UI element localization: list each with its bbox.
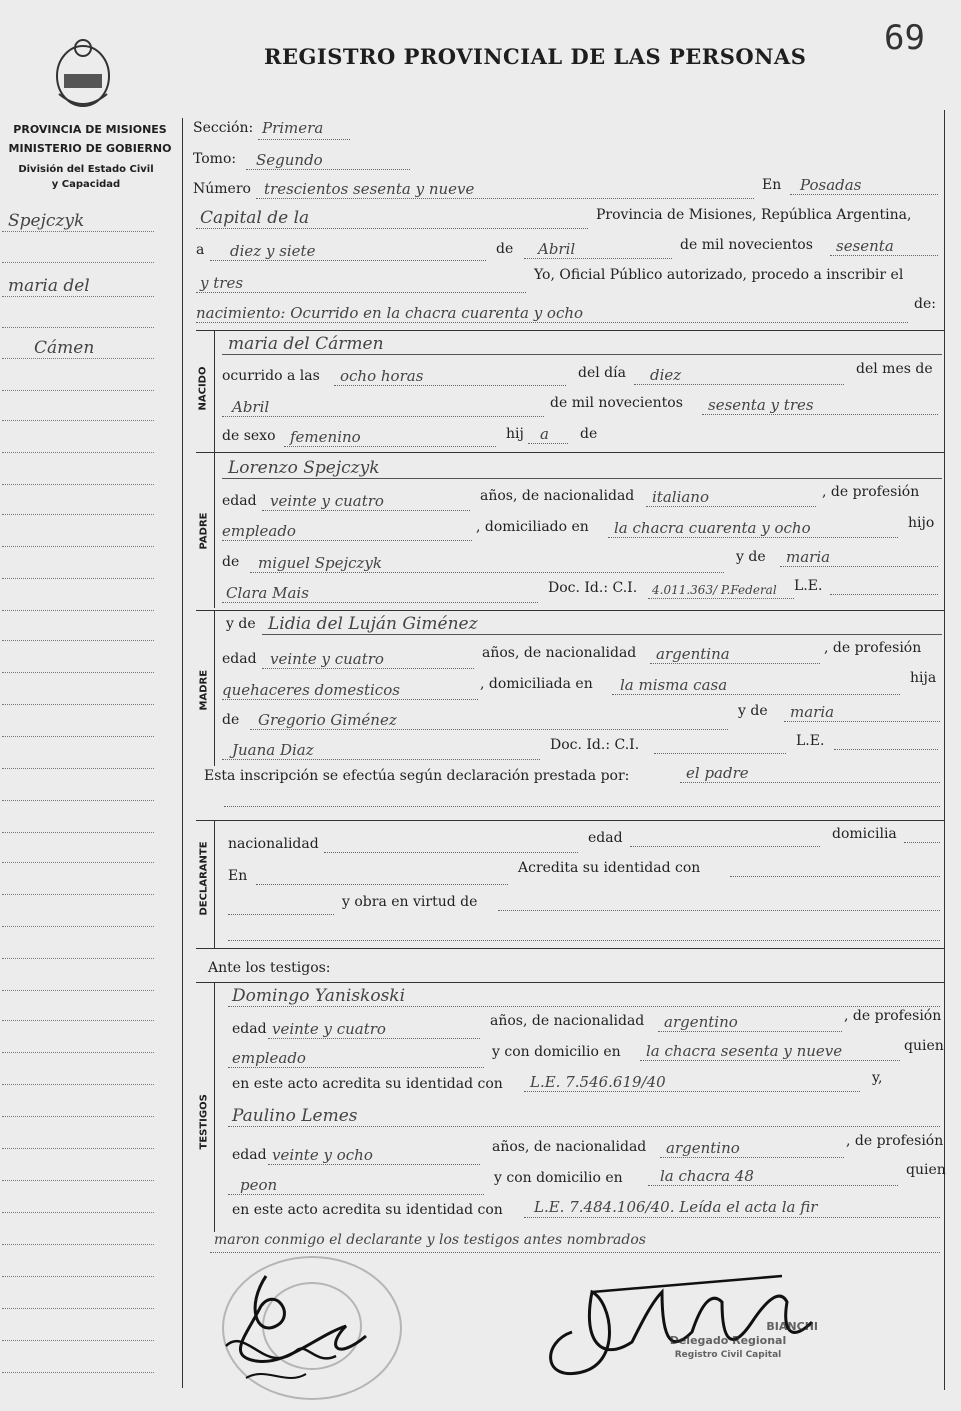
madre-prof-value: quehaceres domesticos — [222, 681, 400, 699]
en-value: Posadas — [800, 176, 862, 194]
padre-prof-value: empleado — [222, 522, 296, 540]
margin-rule — [2, 452, 154, 453]
padre-madre-value-2: Clara Mais — [226, 584, 309, 602]
margin-rule — [2, 1180, 154, 1181]
nacionalidad-label: nacionalidad — [228, 836, 319, 852]
padre-hijo-label: hijo — [908, 515, 935, 531]
agency-capacity: y Capacidad — [51, 179, 121, 190]
t1-edad-label: edad — [232, 1021, 267, 1037]
margin-rule — [2, 672, 154, 673]
margin-rule — [2, 358, 154, 359]
madre-nombre-value: Lidia del Luján Giménez — [268, 614, 478, 634]
tomo-value: Segundo — [256, 151, 323, 169]
stamp-role: Delegado Regional — [669, 1334, 787, 1347]
padre-doc-label: Doc. Id.: C.I. — [548, 580, 638, 596]
margin-rule — [2, 546, 154, 547]
side-label-madre: MADRE — [198, 669, 210, 711]
margin-rule — [2, 768, 154, 769]
padre-nombre-value: Lorenzo Spejczyk — [228, 458, 380, 478]
t1-anos-label: años, de nacionalidad — [490, 1013, 645, 1029]
obra-label: y obra en virtud de — [342, 894, 478, 910]
madre-edad-label: edad — [222, 651, 257, 667]
national-emblem — [54, 34, 112, 112]
margin-rule — [2, 958, 154, 959]
madre-madre-value-2: Juana Diaz — [232, 741, 314, 759]
mes-value: Abril — [538, 240, 576, 258]
stamp-name: BIANCHI — [766, 1320, 818, 1333]
margin-rule — [2, 1148, 154, 1149]
t2-dom-value: la chacra 48 — [660, 1167, 754, 1185]
madre-edad-value: veinte y cuatro — [270, 650, 384, 668]
numero-value: trescientos sesenta y nueve — [264, 180, 475, 198]
padre-de-label: de — [222, 554, 240, 570]
margin-rule — [2, 390, 154, 391]
hora-value: ocho horas — [340, 367, 424, 385]
acredita-label: Acredita su identidad con — [518, 860, 701, 876]
ante-testigos-label: Ante los testigos: — [208, 960, 331, 976]
padre-padre-value: miguel Spejczyk — [258, 554, 382, 572]
margin-rule — [2, 1020, 154, 1021]
agency-division: División del Estado Civil — [18, 164, 154, 175]
mil-nov-nac-label: de mil novecientos — [550, 395, 683, 411]
madre-anos-label: años, de nacionalidad — [482, 645, 637, 661]
padre-domiciliado-label: , domiciliado en — [476, 519, 589, 535]
margin-rule — [2, 1276, 154, 1277]
stamp-office: Registro Civil Capital — [674, 1350, 782, 1360]
margin-rule — [2, 1084, 154, 1085]
hij-label: hij — [506, 426, 524, 442]
padre-le-label: L.E. — [794, 578, 823, 594]
madre-y-de-label: y de — [226, 616, 256, 632]
page-number: 69 — [884, 18, 925, 58]
padre-madre-value: maria — [786, 548, 831, 566]
margin-rule — [2, 296, 154, 297]
margin-note-surname: Spejczyk — [8, 211, 85, 231]
margin-rule — [2, 832, 154, 833]
anio-nac-value: sesenta y tres — [708, 396, 814, 414]
sexo-value: femenino — [290, 428, 361, 446]
mes-nac-value: Abril — [232, 398, 270, 416]
t1-dom-value: la chacra sesenta y nueve — [646, 1042, 843, 1060]
madre-dom-value: la misma casa — [620, 676, 728, 694]
t2-anos-label: años, de nacionalidad — [492, 1139, 647, 1155]
side-label-padre: PADRE — [198, 512, 210, 550]
de-colon-label: de: — [914, 296, 936, 312]
margin-rule — [2, 420, 154, 421]
margin-note-name: maria del — [8, 276, 90, 296]
t1-domicilio-label: y con domicilio en — [492, 1044, 621, 1060]
madre-domiciliada-label: , domiciliada en — [480, 676, 593, 692]
padre-nac-value: italiano — [652, 488, 709, 506]
a-label: a — [196, 242, 205, 258]
declarante-value: el padre — [686, 764, 749, 782]
madre-doc-label: Doc. Id.: C.I. — [550, 737, 640, 753]
t1-profesion-label: , de profesión — [844, 1008, 942, 1024]
padre-anos-label: años, de nacionalidad — [480, 488, 635, 504]
madre-padre-value: Gregorio Giménez — [258, 711, 397, 729]
t1-nac-value: argentino — [664, 1013, 738, 1031]
ocurrido-label: ocurrido a las — [222, 368, 320, 384]
t2-profesion-label: , de profesión — [846, 1133, 944, 1149]
dia-value: diez y siete — [230, 242, 316, 260]
del-mes-label: del mes de — [856, 361, 933, 377]
t2-acredita-label: en este acto acredita su identidad con — [232, 1202, 503, 1218]
margin-rule — [2, 800, 154, 801]
madre-nac-value: argentina — [656, 645, 730, 663]
t2-doc-value: L.E. 7.484.106/40. Leída el acta la fir — [534, 1198, 818, 1216]
margin-rule — [2, 640, 154, 641]
mil-novecientos-label: de mil novecientos — [680, 237, 813, 253]
margin-rule — [2, 484, 154, 485]
t2-edad-label: edad — [232, 1147, 267, 1163]
margin-rule — [2, 1116, 154, 1117]
en-decl-label: En — [228, 868, 248, 884]
madre-y-de-2-label: y de — [738, 703, 768, 719]
esta-inscripcion-label: Esta inscripción se efectúa según declaración prestada por: — [204, 768, 630, 784]
capital-value: Capital de la — [200, 208, 310, 228]
t1-edad-value: veinte y cuatro — [272, 1020, 386, 1038]
edad-decl-label: edad — [588, 830, 623, 846]
margin-rule — [2, 1308, 154, 1309]
numero-label: Número — [193, 181, 251, 197]
margin-rule — [2, 231, 154, 232]
domicilia-label: domicilia — [832, 826, 897, 842]
padre-profesion-label: , de profesión — [822, 484, 920, 500]
margin-rule — [2, 514, 154, 515]
del-dia-value: diez — [650, 366, 682, 384]
de-label: de — [496, 241, 514, 257]
margin-rule — [2, 894, 154, 895]
margin-rule — [2, 990, 154, 991]
t2-quien-label: quien — [906, 1162, 946, 1178]
madre-madre-value: maria — [790, 703, 835, 721]
signature-left — [206, 1266, 386, 1396]
padre-doc-value: 4.011.363/ P.Federal — [652, 583, 777, 597]
anio-value-2: y tres — [200, 274, 244, 292]
madre-le-label: L.E. — [796, 733, 825, 749]
side-label-nacido: NACIDO — [197, 366, 209, 411]
margin-rule — [2, 1052, 154, 1053]
tomo-label: Tomo: — [193, 151, 237, 167]
nacimiento-value: nacimiento: Ocurrido en la chacra cuarenta y ocho — [196, 304, 584, 322]
t1-quien-label: quien — [904, 1038, 944, 1054]
madre-de-label: de — [222, 712, 240, 728]
t1-nombre-value: Domingo Yaniskoski — [232, 986, 406, 1006]
padre-dom-value: la chacra cuarenta y ocho — [614, 519, 811, 537]
margin-rule — [2, 862, 154, 863]
margin-rule — [2, 610, 154, 611]
agency-province: PROVINCIA DE MISIONES — [13, 123, 167, 136]
t1-prof-value: empleado — [232, 1049, 306, 1067]
nombre-value: maria del Cármen — [228, 334, 384, 354]
t2-domicilio-label: y con domicilio en — [494, 1170, 623, 1186]
margin-note-name2: Cámen — [34, 338, 95, 358]
margin-rule — [2, 578, 154, 579]
madre-hija-label: hija — [910, 670, 937, 686]
seccion-value: Primera — [262, 119, 324, 137]
side-label-testigos: TESTIGOS — [198, 1094, 210, 1150]
t1-doc-value: L.E. 7.546.619/40 — [530, 1073, 666, 1091]
t2-edad-value: veinte y ocho — [272, 1146, 373, 1164]
margin-rule — [2, 1212, 154, 1213]
padre-edad-label: edad — [222, 493, 257, 509]
t1-acredita-label: en este acto acredita su identidad con — [232, 1076, 503, 1092]
margin-rule — [2, 327, 154, 328]
margin-rule — [2, 1340, 154, 1341]
agency-ministry: MINISTERIO DE GOBIERNO — [8, 142, 172, 155]
sexo-label: de sexo — [222, 428, 276, 444]
en-label: En — [762, 177, 782, 193]
t2-nombre-value: Paulino Lemes — [232, 1106, 358, 1126]
margin-rule — [2, 704, 154, 705]
t2-nac-value: argentino — [666, 1139, 740, 1157]
yo-label: Yo, Oficial Público autorizado, procedo a inscribir el — [534, 267, 904, 283]
de-padres-label: de — [580, 426, 598, 442]
t2-prof-value: peon — [240, 1176, 278, 1194]
page-title: REGISTRO PROVINCIAL DE LAS PERSONAS — [264, 44, 807, 69]
madre-profesion-label: , de profesión — [824, 640, 922, 656]
del-dia-label: del día — [578, 365, 626, 381]
hij-value: a — [540, 425, 549, 443]
margin-rule — [2, 1244, 154, 1245]
closing-value: maron conmigo el declarante y los testigos antes nombrados — [214, 1232, 646, 1248]
margin-rule — [2, 926, 154, 927]
margin-rule — [2, 1372, 154, 1373]
side-label-declarante: DECLARANTE — [198, 841, 210, 916]
padre-y-de-label: y de — [736, 549, 766, 565]
margin-rule — [2, 262, 154, 263]
provincia-label: Provincia de Misiones, República Argentina, — [596, 207, 912, 223]
margin-rule — [2, 736, 154, 737]
padre-edad-value: veinte y cuatro — [270, 492, 384, 510]
anio-value: sesenta — [836, 237, 894, 255]
seccion-label: Sección: — [193, 120, 254, 136]
t1-y-label: y, — [872, 1070, 883, 1086]
